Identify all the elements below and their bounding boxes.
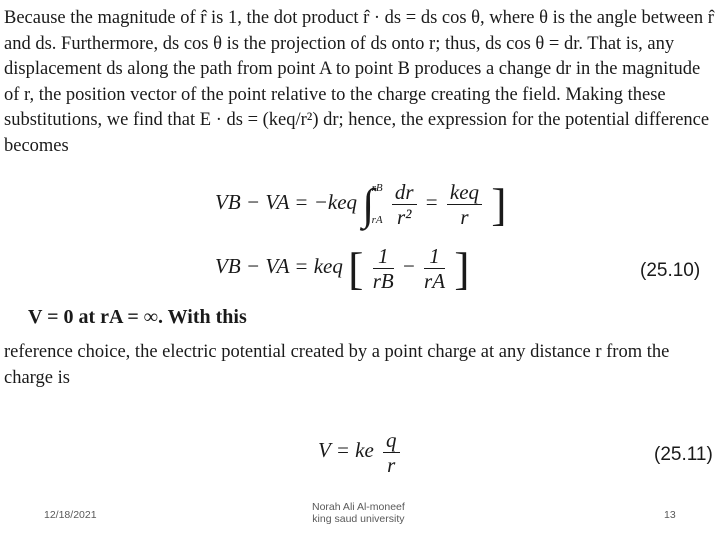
equation-potential-difference <box>215 242 470 295</box>
eq1-lower-limit: rA <box>371 214 383 226</box>
equation-point-charge-potential <box>318 428 404 477</box>
eq2-frac2 <box>424 244 445 293</box>
paragraph-intro-text: Because the magnitude of r̂ is 1, the dot product r̂ · ds = ds cos θ, where θ is the angle between r̂ and ds. Furthermore, ds cos θ is the projection of ds onto r; thus, ds cos θ = dr. That is, any displacement ds along the path from point A to point B produces a change dr in the magnitude of r, the position vector of the point relative to the charge creating the field. Making these substitutions, we find that E · ds = (keq/r²) dr; hence, the expression for the potential difference becomes <box>4 8 714 156</box>
paragraph-intro <box>4 6 716 159</box>
eq2-frac2-num: 1 <box>424 244 445 269</box>
footer-date: 12/18/2021 <box>44 509 97 521</box>
eq1-lhs: VB − VA = −keq <box>215 189 358 214</box>
footer-author-affiliation: king saud university <box>312 513 405 525</box>
eq3-den: r <box>387 453 396 477</box>
eq2-lhs: VB − VA = keq <box>215 254 343 279</box>
eq2-frac1 <box>373 244 394 293</box>
eq1-equals: = <box>425 189 438 214</box>
eq3-fraction <box>383 428 400 477</box>
eq2-left-bracket: [ <box>348 243 364 294</box>
eq1-integrand-fraction <box>392 180 417 229</box>
equation-number-25-10: (25.10) <box>640 260 701 281</box>
footer-page-number: 13 <box>664 509 676 521</box>
eq2-minus: − <box>402 254 415 279</box>
reference-line: V = 0 at rA = ∞. With this <box>28 306 247 328</box>
eq1-eval-bar: ] <box>491 178 507 230</box>
footer-author-name: Norah Ali Al-moneef <box>312 501 405 513</box>
eq2-frac1-den: rB <box>372 269 394 293</box>
paragraph-reference-text: reference choice, the electric potential created by a point charge at any distance r from the charge is <box>4 342 670 388</box>
eq1-rhs-fraction <box>447 180 482 229</box>
eq1-integrand-den: r² <box>396 204 412 229</box>
eq1-upper-limit: rB <box>371 182 383 194</box>
eq2-right-bracket: ] <box>454 243 470 294</box>
eq1-rhs-den: r <box>460 204 469 229</box>
eq2-frac2-den: rA <box>424 269 446 293</box>
footer-author <box>312 501 405 525</box>
eq1-rhs-num: keq <box>447 180 482 205</box>
eq2-frac1-num: 1 <box>373 244 394 269</box>
eq3-num: q <box>383 428 400 453</box>
eq3-lhs: V = ke <box>318 438 374 463</box>
eq1-integrand-num: dr <box>392 180 417 205</box>
paragraph-reference <box>4 340 716 391</box>
integral-symbol: ∫ <box>362 179 375 229</box>
equation-number-25-11: (25.11) <box>654 444 713 465</box>
equation-potential-integral <box>215 172 507 236</box>
